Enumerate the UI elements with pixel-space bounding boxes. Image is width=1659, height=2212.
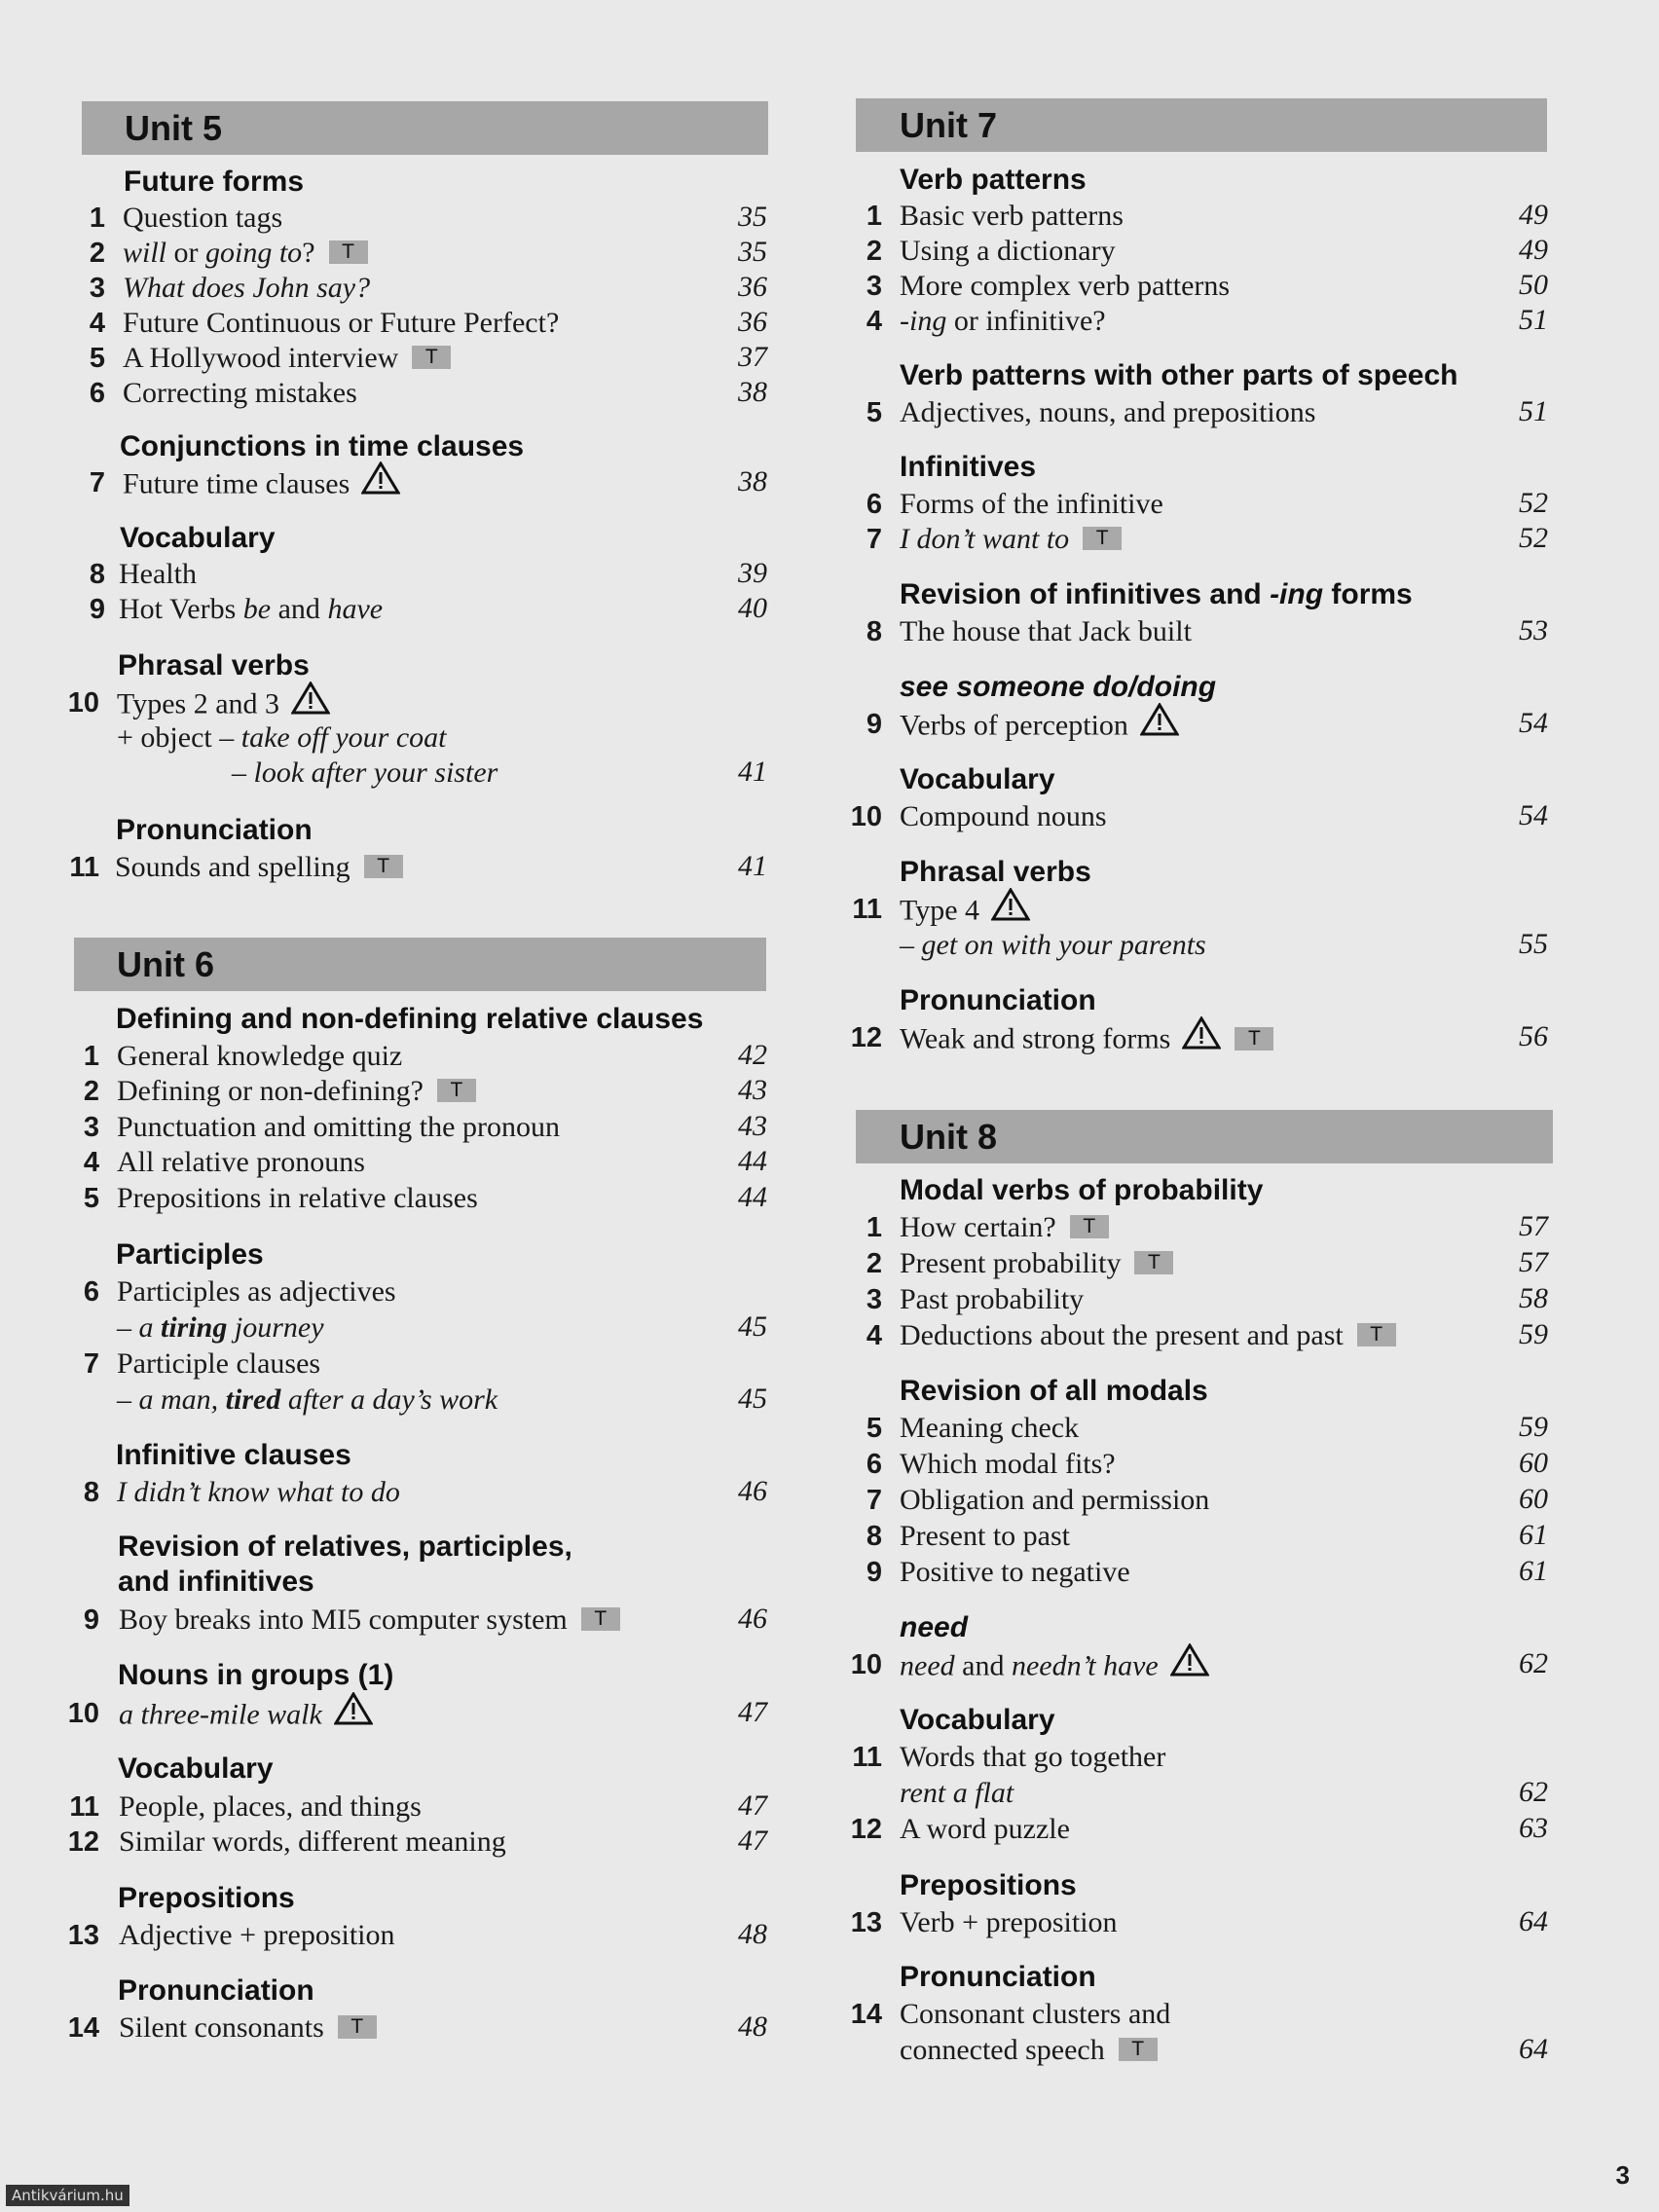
page-number: 59 [1519,1411,1548,1443]
page-number: 54 [1519,799,1548,831]
tape-badge: T [338,2015,377,2039]
page-number: 60 [1519,1483,1548,1515]
page-number: 43 [738,1110,767,1142]
toc-subline: – a man, tired after a day’s work [117,1383,498,1416]
page-number: 64 [1519,1905,1548,1937]
warning-icon [1170,1643,1209,1685]
section-phrasal-verbs: Phrasal verbs [900,856,1091,888]
tape-badge: T [437,1079,476,1102]
tape-badge: T [1134,1251,1173,1274]
page-number: 37 [738,341,767,373]
tape-badge: T [1235,1027,1273,1051]
page-number: 52 [1519,522,1548,554]
page-number: 55 [1519,928,1548,960]
tape-badge: T [581,1607,620,1631]
page-number: 53 [1519,614,1548,646]
page-number: 56 [1519,1020,1548,1052]
page-number: 62 [1519,1647,1548,1679]
page-number: 47 [738,1696,767,1728]
section-revision-modals: Revision of all modals [900,1375,1208,1407]
section-pronunciation: Pronunciation [116,814,313,846]
page-number: 46 [738,1603,767,1635]
page-number: 61 [1519,1555,1548,1587]
tape-badge: T [329,240,368,264]
section-pronunciation: Pronunciation [900,1961,1096,1993]
warning-icon [1182,1016,1221,1058]
page-number: 47 [738,1825,767,1857]
unit-8-header [856,1110,1553,1163]
section-verb-patterns-other: Verb patterns with other parts of speech [900,359,1458,391]
page-number: 36 [738,306,767,338]
page-number: 51 [1519,395,1548,427]
page-number: 58 [1519,1282,1548,1314]
page-number: 63 [1519,1812,1548,1844]
section-vocabulary: Vocabulary [900,763,1055,795]
page-number: 47 [738,1789,767,1822]
tape-badge: T [1083,527,1122,550]
page-number: 54 [1519,707,1548,739]
section-phrasal-verbs: Phrasal verbs [118,649,310,682]
section-infinitive-clauses: Infinitive clauses [116,1439,351,1471]
unit-title: Unit 5 [82,101,768,155]
warning-icon [291,682,330,723]
page-number: 48 [738,2010,767,2043]
section-prepositions: Prepositions [118,1882,295,1914]
tape-badge: T [412,346,451,369]
page-number: 36 [738,271,767,303]
page-number: 40 [738,592,767,624]
unit-title: Unit 7 [856,98,1547,152]
unit-title: Unit 6 [74,938,766,991]
section-pronunciation: Pronunciation [118,1974,314,2007]
warning-icon [991,888,1030,930]
toc-subline: – look after your sister [232,756,498,789]
unit-title: Unit 8 [856,1110,1553,1163]
toc-subline: + object – take off your coat [117,721,447,754]
warning-icon [334,1692,373,1734]
section-infinitives: Infinitives [900,451,1037,483]
page-number: 49 [1519,234,1548,266]
section-revision-infinitives: Revision of infinitives and -ing forms [900,578,1413,610]
page-number: 45 [738,1382,767,1415]
toc-subline: – get on with your parents [900,929,1206,961]
section-conjunctions: Conjunctions in time clauses [120,430,525,462]
unit-6-header [74,938,766,991]
page-number: 45 [738,1310,767,1343]
page-number: 57 [1519,1246,1548,1278]
page-number: 62 [1519,1776,1548,1808]
warning-icon [1140,703,1179,745]
section-pronunciation: Pronunciation [900,984,1096,1016]
page-number: 44 [738,1145,767,1177]
section-vocabulary: Vocabulary [118,1752,274,1785]
toc-subline: connected speech T [900,2033,1158,2068]
page-number: 46 [738,1475,767,1507]
page-number: 50 [1519,269,1548,301]
section-vocabulary: Vocabulary [900,1704,1055,1736]
page-footer-number: 3 [1615,2160,1630,2190]
page-number: 60 [1519,1447,1548,1479]
page-number: 57 [1519,1210,1548,1242]
section-verb-patterns: Verb patterns [900,164,1087,196]
toc-subline: – a tiring journey [117,1311,324,1344]
page-number: 49 [1519,199,1548,231]
section-future-forms: Future forms [124,166,305,198]
page-number: 64 [1519,2033,1548,2065]
unit-5-header [82,101,768,155]
page-number: 38 [738,465,767,498]
tape-badge: T [1357,1323,1396,1346]
page-number: 39 [738,557,767,589]
page-number: 35 [738,236,767,268]
page-number: 52 [1519,487,1548,519]
section-revision-relatives-line2: and infinitives [118,1566,314,1598]
page-number: 42 [738,1039,767,1071]
section-modal-verbs: Modal verbs of probability [900,1174,1264,1206]
page-number: 41 [738,850,767,882]
tape-badge: T [1119,2038,1158,2061]
page-number: 43 [738,1074,767,1106]
warning-icon [361,461,400,503]
section-see-someone: see someone do/doing [900,671,1217,703]
watermark: Antikvárium.hu [6,2185,129,2206]
section-vocabulary: Vocabulary [120,522,276,554]
section-relative-clauses: Defining and non-defining relative clauses [116,1003,704,1035]
tape-badge: T [1070,1215,1109,1238]
page-number: 59 [1519,1318,1548,1350]
tape-badge: T [364,855,403,878]
page-number: 51 [1519,304,1548,336]
page-number: 61 [1519,1519,1548,1551]
section-nouns-in-groups: Nouns in groups (1) [118,1659,394,1691]
page-number: 38 [738,376,767,408]
section-prepositions: Prepositions [900,1869,1077,1901]
page-number: 44 [738,1181,767,1213]
page-number: 35 [738,201,767,233]
page-number: 48 [738,1918,767,1950]
section-revision-relatives: Revision of relatives, participles, [118,1530,572,1563]
toc-subline: rent a flat [900,1777,1014,1809]
section-participles: Participles [116,1238,264,1271]
page-number: 41 [738,756,767,788]
section-need: need [900,1611,969,1643]
unit-7-header [856,98,1547,152]
